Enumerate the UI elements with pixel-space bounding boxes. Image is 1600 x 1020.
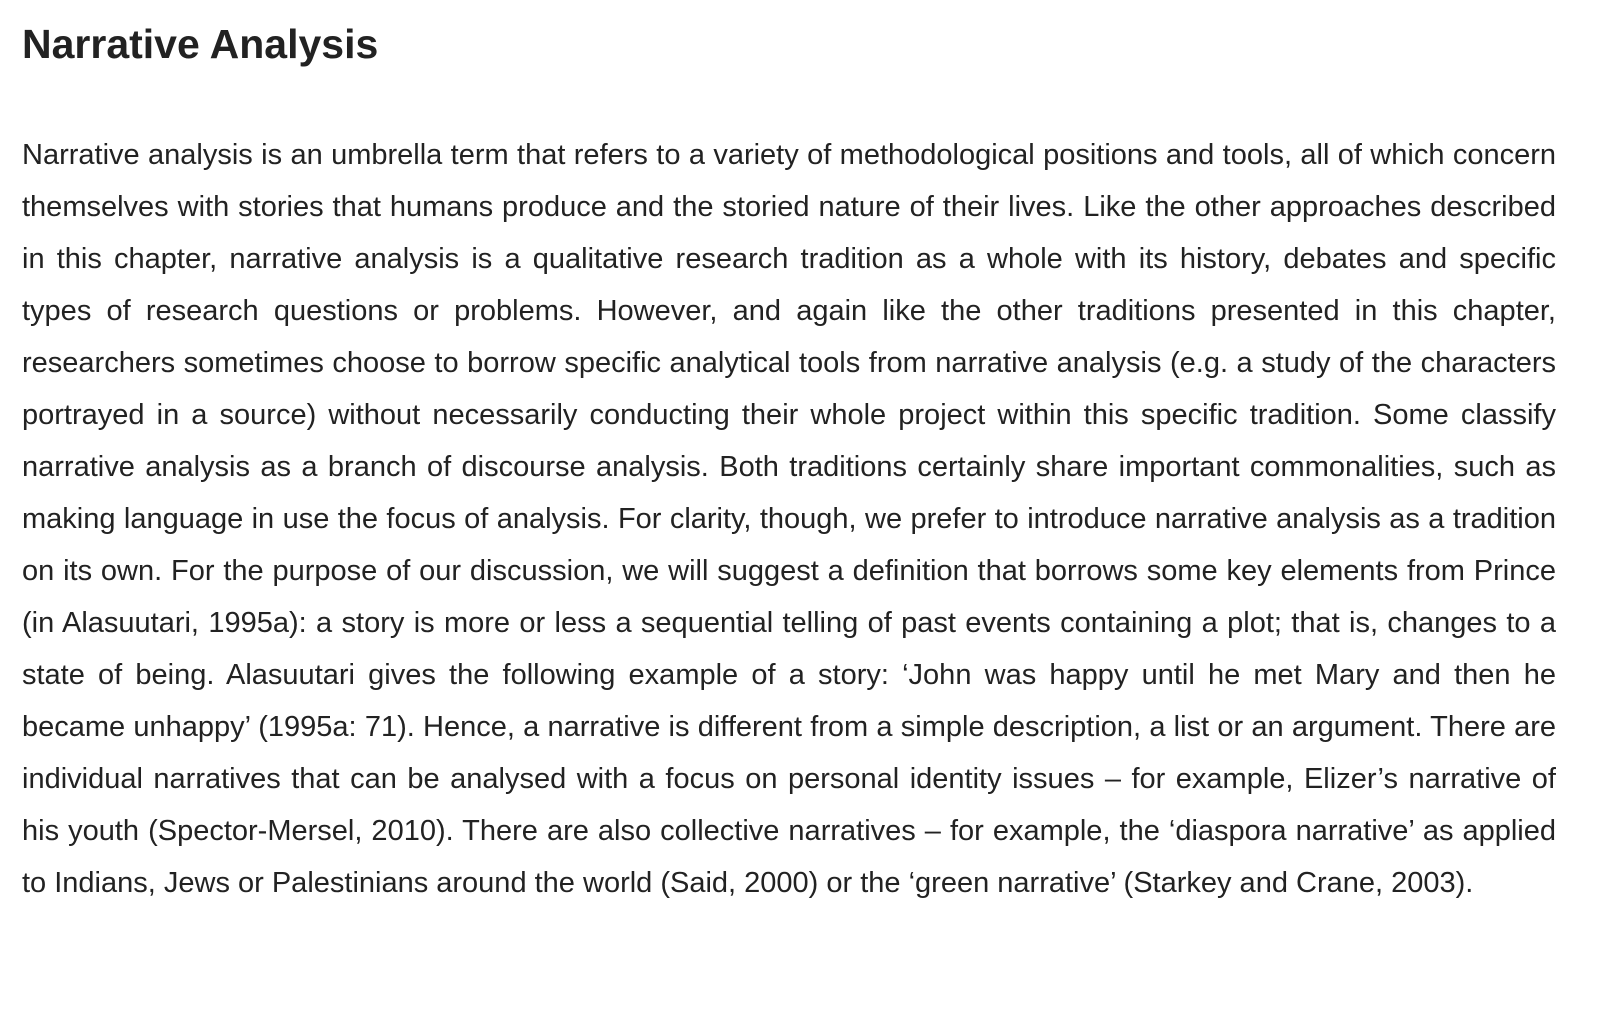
article	[22, 0, 1556, 909]
body-paragraph: Narrative analysis is an umbrella term that refers to a variety of methodological positions and tools, all of which concern themselves with stories that humans produce and the storied nature of their lives. Like the other approaches described in this chapter, narrative analysis is a qualitative research tradition as a whole with its history, debates and specific types of research questions or problems. However, and again like the other traditions presented in this chapter, researchers sometimes choose to borrow specific analytical tools from narrative analysis (e.g. a study of the characters portrayed in a source) without necessarily conducting their whole project within this specific tradition. Some classify narrative analysis as a branch of discourse analysis. Both traditions certainly share important commonalities, such as making language in use the focus of analysis. For clarity, though, we prefer to introduce narrative analysis as a tradition on its own. For the purpose of our discussion, we will suggest a definition that borrows some key elements from Prince (in Alasuutari, 1995a): a story is more or less a sequential telling of past events containing a plot; that is, changes to a state of being. Alasuutari gives the following example of a story: ‘John was happy until he met Mary and then he became unhappy’ (1995a: 71). Hence, a narrative is different from a simple description, a list or an argument. There are individual narratives that can be analysed with a focus on personal identity issues – for example, Elizer’s narrative of his youth (Spector-Mersel, 2010). There are also collective narratives – for example, the ‘diaspora narrative’ as applied to Indians, Jews or Palestinians around the world (Said, 2000) or the ‘green narrative’ (Starkey and Crane, 2003).	[22, 139, 1556, 899]
page-title: Narrative Analysis	[22, 21, 379, 67]
